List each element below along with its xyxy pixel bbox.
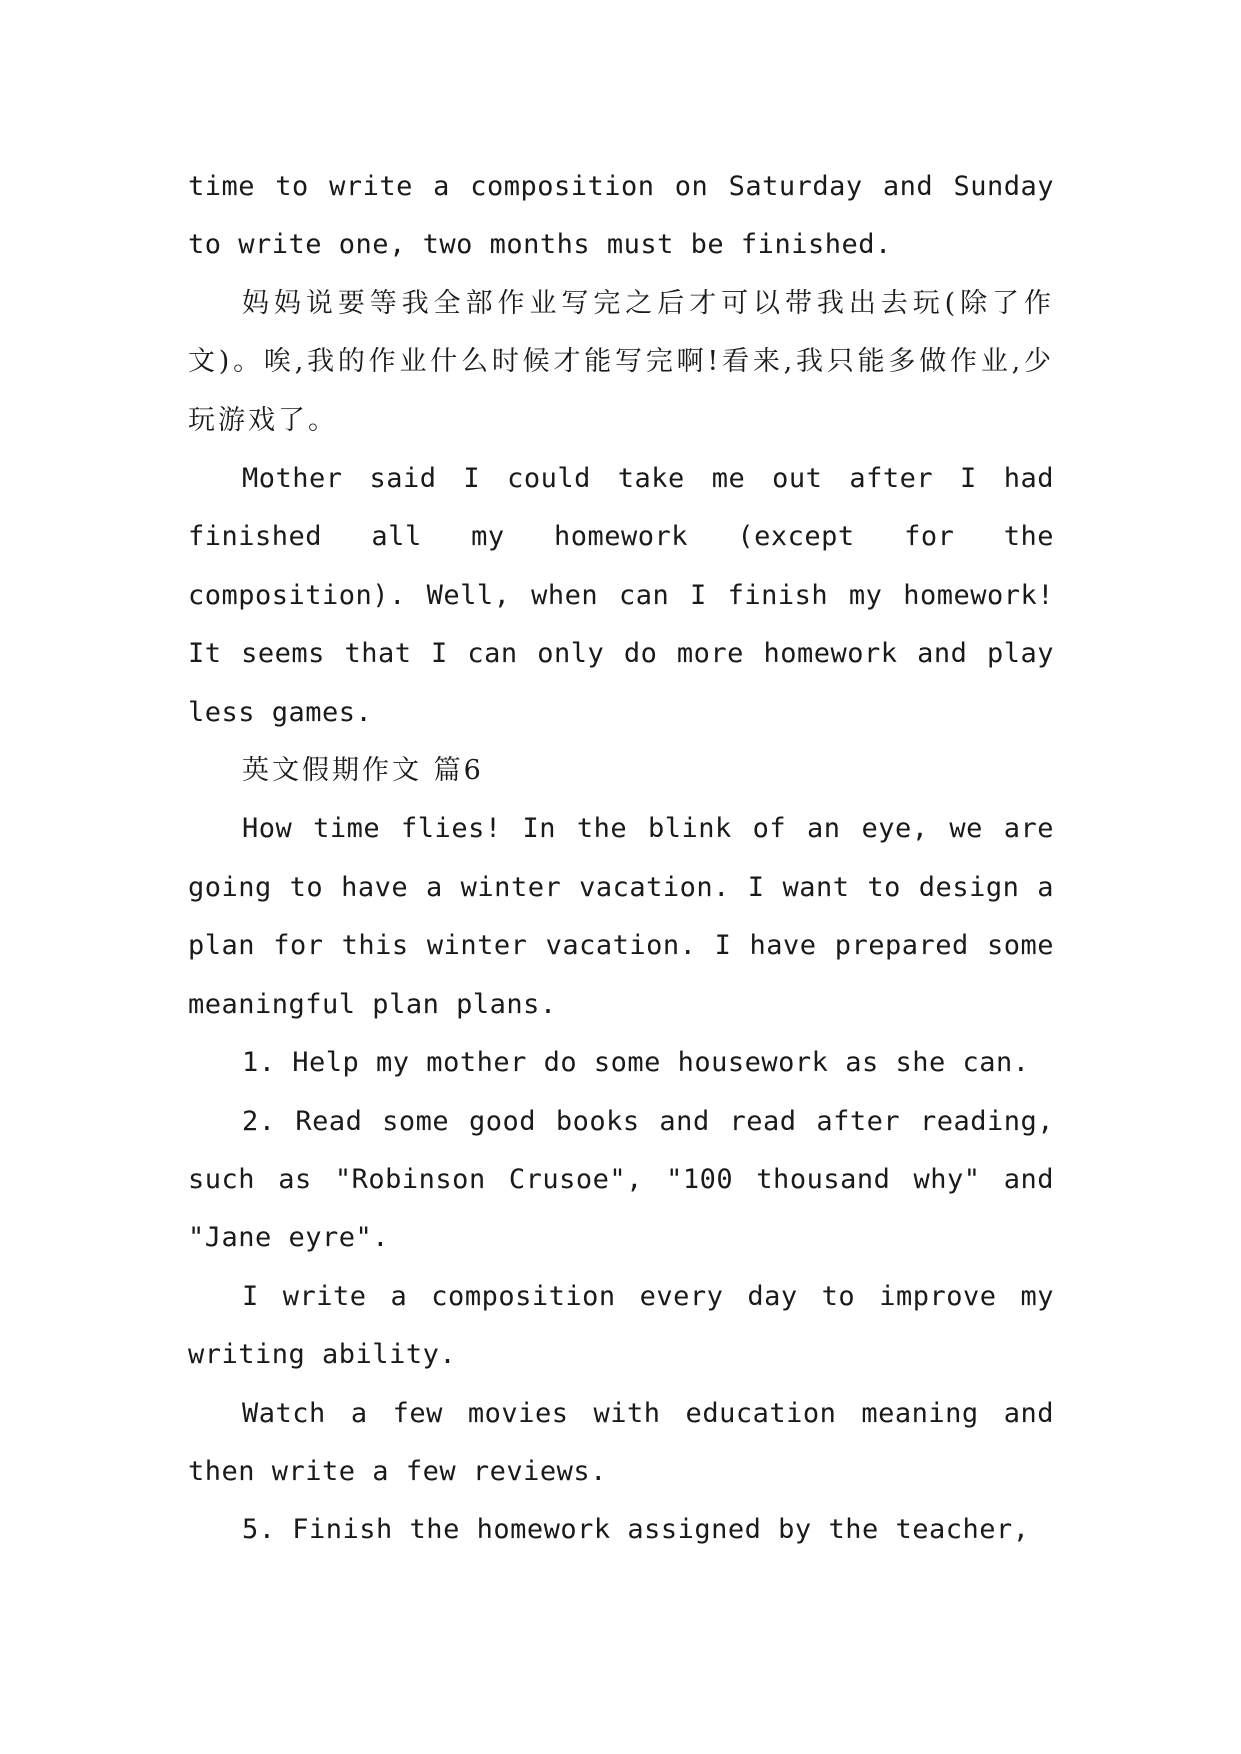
list-item-2: 2. Read some good books and read after reading, such as "Robinson Crusoe", "100 thousand why" and "Jane eyre".	[188, 1105, 1054, 1254]
paragraph-chinese: 妈妈说要等我全部作业写完之后才可以带我出去玩(除了作文)。唉,我的作业什么时候才能写完啊!看来,我只能多做作业,少玩游戏了。	[188, 287, 1054, 436]
paragraph-continuation: time to write a composition on Saturday and Sunday to write one, two months must be finished.	[188, 171, 1054, 261]
list-item-5: 5. Finish the homework assigned by the teacher,	[242, 1514, 1030, 1546]
section-heading: 英文假期作文 篇6	[242, 755, 484, 787]
paragraph-english: Mother said I could take me out after I had finished all my homework (except for the composition). Well, when can I finish my homework! It seems that I can only do more homework and play less games.	[188, 463, 1054, 728]
document-page	[188, 158, 1054, 1560]
list-item-1: 1. Help my mother do some housework as she can.	[242, 1047, 1030, 1079]
list-item-3: I write a composition every day to improve my writing ability.	[188, 1280, 1054, 1371]
list-item-4: Watch a few movies with education meaning and then write a few reviews.	[188, 1397, 1054, 1487]
paragraph-intro: How time flies! In the blink of an eye, we are going to have a winter vacation. I want to design a plan for this winter vacation. I have prepared some meaningful plan plans.	[188, 813, 1054, 1020]
